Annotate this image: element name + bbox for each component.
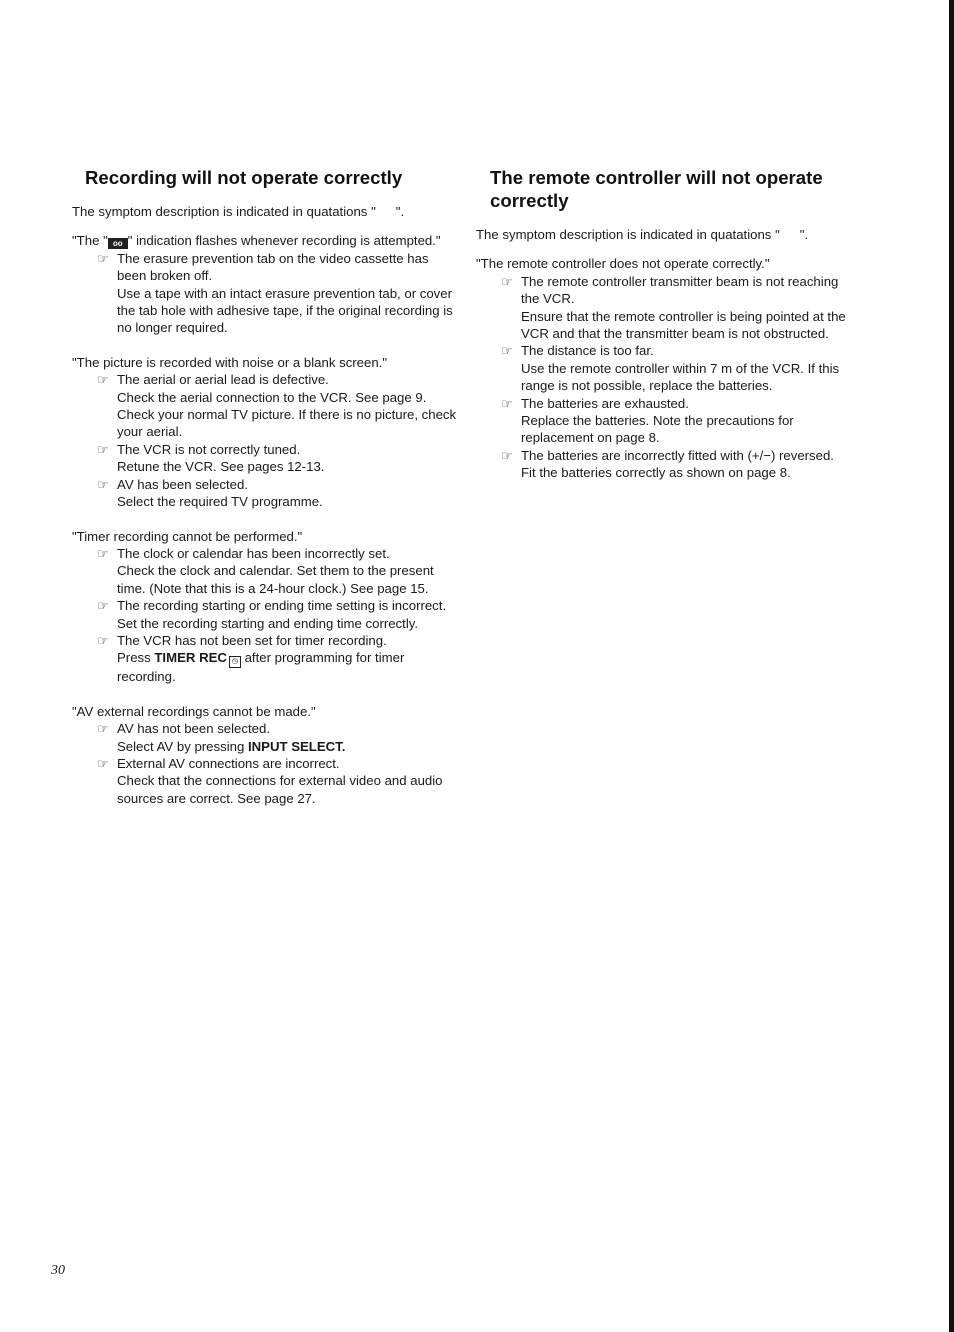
section-heading-recording: Recording will not operate correctly [85, 167, 403, 188]
cause-text: The batteries are exhausted. [521, 395, 689, 411]
symptom-text-b: " indication flashes whenever recording is attempted." [127, 233, 441, 249]
pointing-hand-icon: ☞ [501, 447, 513, 463]
cause-item [476, 273, 856, 308]
cause-text: The erasure prevention tab on the video cassette has been broken off. [117, 250, 429, 284]
pointing-hand-icon: ☞ [501, 273, 513, 289]
remedy-text [72, 738, 458, 755]
page-number: 30 [51, 1263, 65, 1278]
intro-text-b: ". [799, 227, 809, 242]
cause-item [476, 342, 856, 359]
cause-item [72, 597, 458, 614]
cause-text: The remote controller transmitter beam is not reaching the VCR. [521, 273, 839, 307]
symptom-block [72, 232, 458, 336]
symptom-block [72, 354, 458, 511]
remedy-text: Fit the batteries correctly as shown on page 8. [521, 465, 791, 481]
remedy-text: Check that the connections for external video and audio sources are correct. See page 27. [117, 773, 443, 806]
cause-item [476, 395, 856, 412]
section-heading-remote: The remote controller will not operate correctly [490, 167, 823, 211]
remedy-text-a: Select AV by pressing [117, 738, 248, 754]
cassette-indicator-icon: oo [108, 238, 128, 249]
remedy-text: Use the remote controller within 7 m of the VCR. If this range is not possible, replace the batteries. [521, 360, 840, 394]
cause-item [72, 545, 458, 562]
pointing-hand-icon: ☞ [97, 476, 109, 492]
pointing-hand-icon: ☞ [501, 343, 513, 359]
remedy-text: Select the required TV programme. [117, 494, 323, 510]
pointing-hand-icon: ☞ [97, 632, 109, 648]
symptom-block [476, 255, 856, 481]
intro-text-a: The symptom description is indicated in quatations " [476, 227, 780, 242]
remedy-text-a: Press [117, 650, 155, 666]
symptom-text: "Timer recording cannot be performed." [72, 528, 303, 544]
intro-text-b: ". [395, 204, 405, 219]
cause-text: The distance is too far. [521, 343, 654, 359]
remedy-text [72, 649, 458, 685]
symptom-text: "The picture is recorded with noise or a blank screen." [72, 354, 388, 370]
input-select-key-label: INPUT SELECT. [247, 738, 346, 754]
cause-text: The recording starting or ending time setting is incorrect. [117, 598, 447, 614]
remedy-text: Check the clock and calendar. Set them to the present time. (Note that this is a 24-hour clock.) See page 15. [117, 563, 434, 596]
cause-item [72, 250, 458, 285]
page-edge-bar [949, 0, 954, 1332]
pointing-hand-icon: ☞ [97, 721, 109, 737]
cause-text: AV has not been selected. [117, 721, 270, 737]
remedy-text: Ensure that the remote controller is being pointed at the VCR and that the transmitter beam is not obstructed. [521, 308, 846, 342]
cause-text: The aerial or aerial lead is defective. [117, 372, 329, 388]
cause-item [72, 476, 458, 493]
remedy-text: Use a tape with an intact erasure prevention tab, or cover the tab hole with adhesive tape, if the original recording is no longer required. [117, 285, 453, 336]
remedy-text-b: after programming for timer recording. [117, 650, 405, 685]
timer-rec-key-icon: ◷ [229, 656, 241, 668]
symptom-text [72, 232, 458, 249]
cause-item [476, 447, 856, 464]
intro-text [476, 226, 856, 243]
left-column [72, 166, 458, 807]
cause-text: The VCR has not been set for timer recording. [117, 632, 387, 648]
cause-text: The clock or calendar has been incorrectly set. [117, 545, 390, 561]
pointing-hand-icon: ☞ [97, 755, 109, 771]
intro-text-a: The symptom description is indicated in quatations " [72, 204, 376, 219]
symptom-text-a: "The " [72, 233, 108, 249]
pointing-hand-icon: ☞ [97, 598, 109, 614]
cause-item [72, 632, 458, 649]
pointing-hand-icon: ☞ [501, 395, 513, 411]
cause-text: External AV connections are incorrect. [117, 755, 340, 771]
pointing-hand-icon: ☞ [97, 545, 109, 561]
cause-item [72, 720, 458, 737]
symptom-text: "The remote controller does not operate correctly." [476, 256, 770, 272]
cause-item [72, 371, 458, 388]
symptom-text: "AV external recordings cannot be made." [72, 703, 316, 719]
cause-text: AV has been selected. [117, 476, 248, 492]
right-column [476, 166, 856, 482]
cause-text: The batteries are incorrectly fitted with (+/−) reversed. [521, 447, 834, 463]
timer-rec-key-label: TIMER REC [154, 650, 227, 666]
pointing-hand-icon: ☞ [97, 441, 109, 457]
cause-item [72, 441, 458, 458]
pointing-hand-icon: ☞ [97, 372, 109, 388]
symptom-block [72, 528, 458, 686]
remedy-text: Retune the VCR. See pages 12-13. [117, 459, 325, 475]
remedy-text: Check the aerial connection to the VCR. See page 9. Check your normal TV picture. If there is no picture, check your aerial. [117, 389, 457, 440]
symptom-block [72, 703, 458, 807]
intro-text [72, 203, 458, 220]
remedy-text: Replace the batteries. Note the precautions for replacement on page 8. [521, 413, 794, 446]
pointing-hand-icon: ☞ [97, 250, 109, 266]
cause-text: The VCR is not correctly tuned. [117, 441, 301, 457]
cause-item [72, 755, 458, 772]
remedy-text: Set the recording starting and ending time correctly. [117, 615, 419, 631]
